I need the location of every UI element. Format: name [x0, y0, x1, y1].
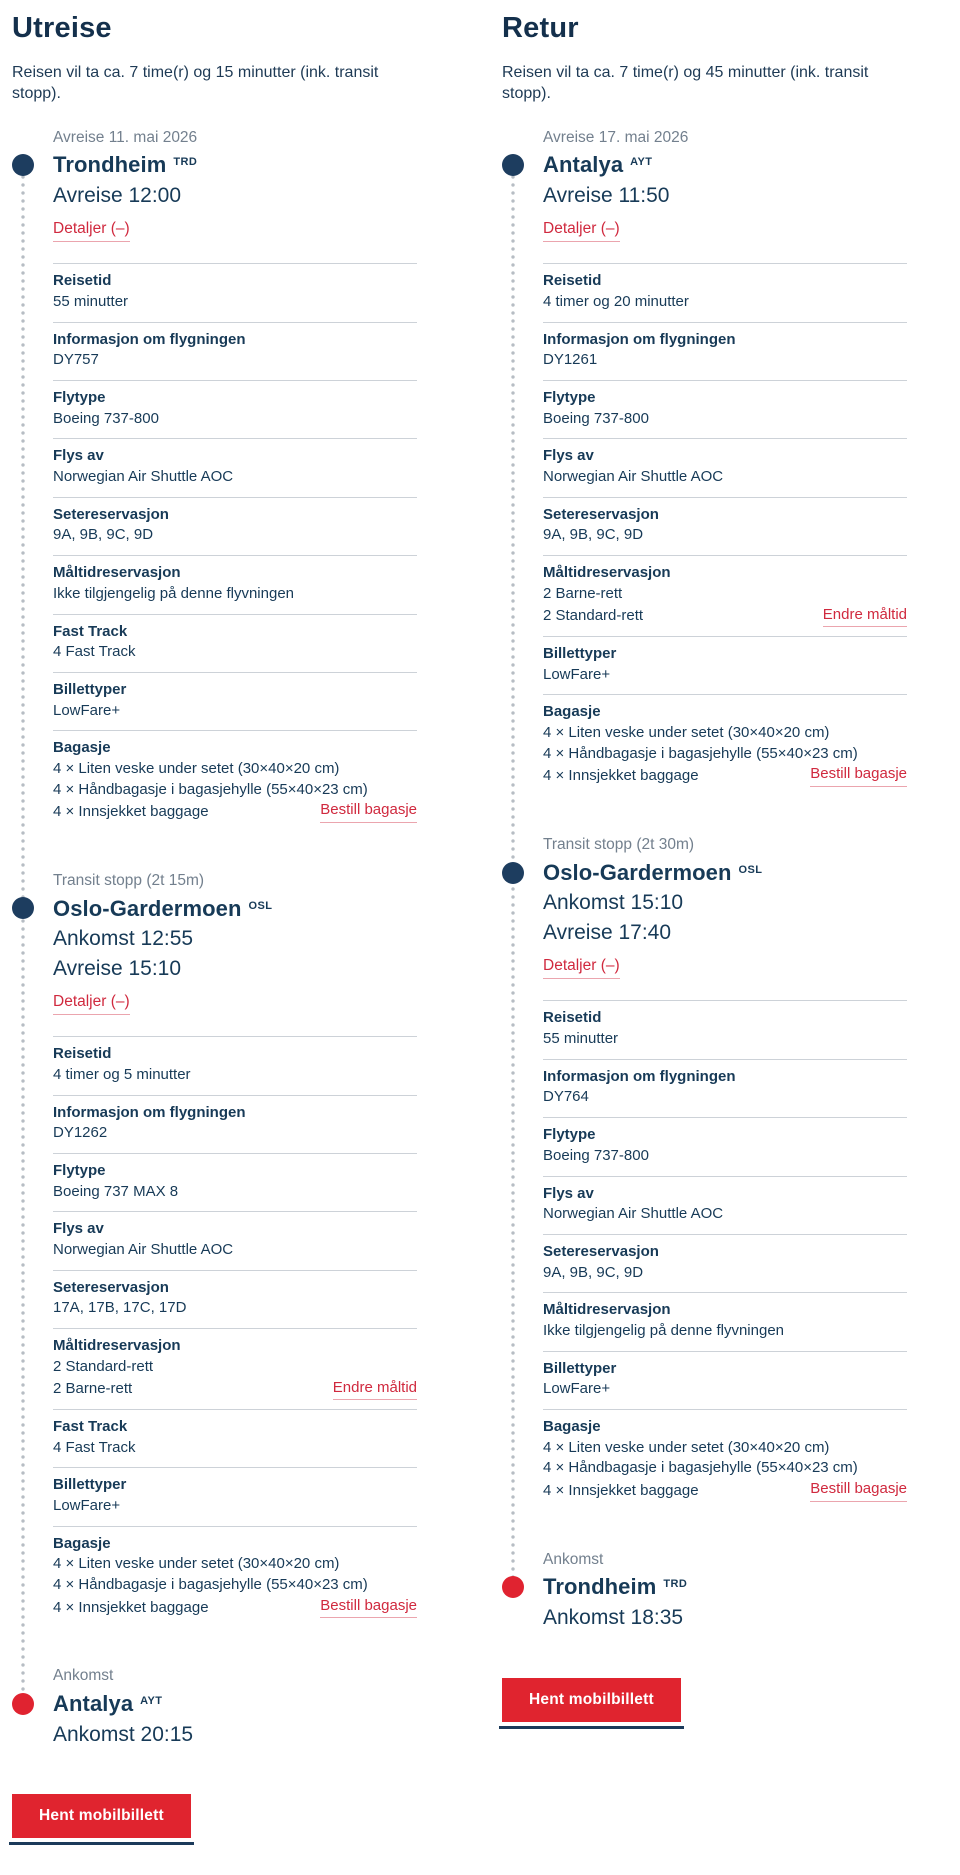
detail-value: DY757 — [53, 351, 99, 369]
detail-value: DY1261 — [543, 351, 598, 369]
detail-row — [53, 1270, 417, 1328]
airport-code: OSL — [738, 863, 763, 876]
station-block — [53, 1665, 417, 1748]
airport-code: TRD — [663, 1578, 688, 1591]
station-time: Avreise 11:50 — [543, 183, 670, 207]
detail-row — [53, 672, 417, 730]
detail-value: Norwegian Air Shuttle AOC — [543, 468, 724, 486]
detail-row — [543, 1059, 907, 1117]
detail-value: Norwegian Air Shuttle AOC — [53, 1241, 234, 1259]
station-label: Transit stopp (2t 15m) — [53, 871, 205, 889]
details-toggle-link[interactable]: Detaljer (–) — [543, 220, 620, 243]
detail-label: Bagasje — [543, 1418, 601, 1435]
detail-label: Setereservasjon — [543, 1242, 659, 1260]
detail-label: Informasjon om flygningen — [53, 1103, 246, 1121]
detail-label: Billettyper — [53, 1476, 127, 1494]
airport-code: AYT — [630, 156, 653, 169]
detail-row — [543, 263, 907, 321]
detail-row — [543, 322, 907, 380]
detail-row — [53, 730, 417, 832]
detail-value: 9A, 9B, 9C, 9D — [543, 1263, 644, 1281]
detail-row — [53, 380, 417, 438]
detail-value: Ikke tilgjengelig på denne flyvningen — [53, 584, 295, 602]
detail-label: Flytype — [53, 1162, 106, 1179]
detail-label: Setereservasjon — [53, 505, 169, 523]
detail-value: 4 × Håndbagasje i bagasjehylle (55×40×23 cm) — [53, 1576, 368, 1594]
detail-value: DY764 — [543, 1088, 589, 1106]
flight-details-section — [53, 1036, 417, 1627]
cta-wrap — [12, 1794, 191, 1845]
detail-label: Reisetid — [543, 1009, 602, 1027]
detail-value: 2 Standard-rett — [543, 607, 644, 625]
station-city-row — [543, 150, 907, 180]
detail-label: Fast Track — [53, 622, 128, 640]
detail-row — [543, 438, 907, 496]
station-block — [53, 870, 417, 1015]
station-label: Transit stopp (2t 30m) — [543, 835, 695, 853]
detail-row — [543, 555, 907, 636]
detail-value: Boeing 737 MAX 8 — [53, 1182, 179, 1200]
detail-label: Bagasje — [543, 703, 601, 721]
order-baggage-link[interactable]: Bestill bagasje — [320, 800, 417, 823]
order-baggage-link[interactable]: Bestill bagasje — [810, 764, 907, 787]
station-label: Avreise 17. mai 2026 — [543, 128, 689, 146]
detail-value: 4 × Håndbagasje i bagasjehylle (55×40×23 cm) — [543, 1459, 858, 1477]
detail-value: LowFare+ — [53, 1497, 121, 1515]
detail-value-row — [53, 1596, 417, 1619]
detail-label: Billettyper — [543, 1359, 617, 1377]
detail-value: Norwegian Air Shuttle AOC — [543, 1205, 724, 1223]
detail-row — [543, 636, 907, 694]
detail-label: Informasjon om flygningen — [543, 1067, 736, 1085]
timeline — [502, 127, 907, 1632]
station-city: Trondheim — [543, 1574, 657, 1600]
detail-value: Boeing 737-800 — [543, 409, 649, 427]
fetch-mobile-ticket-button[interactable]: Hent mobilbillett — [502, 1678, 681, 1722]
cta-wrap — [502, 1678, 681, 1729]
detail-value: 17A, 17B, 17C, 17D — [53, 1299, 187, 1317]
detail-value: 4 × Liten veske under setet (30×40×20 cm) — [53, 1555, 340, 1573]
detail-value: 4 × Liten veske under setet (30×40×20 cm) — [543, 1438, 830, 1456]
station-city-row — [53, 150, 417, 180]
station-time: Avreise 17:40 — [543, 921, 672, 945]
itinerary-page — [12, 10, 960, 1845]
detail-label: Setereservasjon — [53, 1278, 169, 1296]
journey-summary: Reisen vil ta ca. 7 time(r) og 15 minutter (ink. transit stopp). — [12, 64, 379, 102]
station-block — [543, 127, 907, 243]
detail-row — [543, 497, 907, 555]
flight-details-section — [543, 1000, 907, 1510]
detail-row — [53, 1153, 417, 1211]
detail-row — [543, 1234, 907, 1292]
station-city-row — [53, 1689, 417, 1719]
journey-column-retur — [502, 10, 907, 1729]
detail-value: 4 timer og 5 minutter — [53, 1065, 191, 1083]
detail-value: 4 × Håndbagasje i bagasjehylle (55×40×23 cm) — [543, 744, 858, 762]
detail-value: 55 minutter — [53, 292, 129, 310]
detail-label: Bagasje — [53, 739, 111, 757]
detail-value: 9A, 9B, 9C, 9D — [53, 526, 154, 544]
timeline-dot — [12, 154, 34, 176]
detail-row — [53, 1095, 417, 1153]
detail-value: 4 × Innsjekket baggage — [543, 1481, 699, 1499]
station-block — [53, 127, 417, 243]
detail-value: DY1262 — [53, 1124, 108, 1142]
detail-value: LowFare+ — [543, 1380, 611, 1398]
detail-value-row — [543, 764, 907, 787]
detail-label: Flytype — [53, 389, 106, 407]
details-toggle-link[interactable]: Detaljer (–) — [53, 993, 130, 1016]
detail-row — [53, 263, 417, 321]
timeline-dot — [12, 1693, 34, 1715]
station-city: Trondheim — [53, 152, 167, 178]
detail-row — [543, 380, 907, 438]
detail-value: Ikke tilgjengelig på denne flyvningen — [543, 1321, 785, 1339]
detail-value-row — [53, 1378, 417, 1401]
station-city-row — [53, 894, 417, 924]
detail-value: 55 minutter — [543, 1030, 619, 1048]
station-city: Oslo-Gardermoen — [53, 895, 242, 921]
detail-row — [53, 1211, 417, 1269]
detail-label: Informasjon om flygningen — [53, 330, 246, 348]
detail-label: Billettyper — [543, 645, 617, 663]
details-toggle-link[interactable]: Detaljer (–) — [53, 220, 130, 243]
detail-row — [53, 555, 417, 613]
detail-row — [53, 438, 417, 496]
station-time: Ankomst 20:15 — [53, 1722, 194, 1746]
detail-row — [53, 1526, 417, 1628]
detail-value: 4 × Innsjekket baggage — [53, 803, 209, 821]
detail-value: Norwegian Air Shuttle AOC — [53, 468, 234, 486]
airport-code: TRD — [173, 156, 198, 169]
fetch-mobile-ticket-button[interactable]: Hent mobilbillett — [12, 1794, 191, 1838]
detail-row — [543, 1351, 907, 1409]
detail-row — [543, 694, 907, 796]
detail-label: Måltidreservasjon — [543, 564, 671, 582]
detail-row — [53, 1409, 417, 1467]
detail-value: 4 × Innsjekket baggage — [53, 1598, 209, 1616]
station-city-row — [543, 858, 907, 888]
station-block — [543, 1549, 907, 1632]
detail-label: Måltidreservasjon — [53, 1337, 181, 1355]
station-time: Ankomst 12:55 — [53, 927, 194, 951]
flight-details-section — [543, 263, 907, 796]
airport-code: AYT — [140, 1695, 163, 1707]
station-time: Ankomst 18:35 — [543, 1605, 684, 1629]
detail-row — [53, 322, 417, 380]
order-baggage-link[interactable]: Bestill bagasje — [810, 1479, 907, 1502]
detail-label: Flytype — [543, 1126, 596, 1144]
detail-label: Setereservasjon — [543, 505, 659, 523]
detail-row — [53, 497, 417, 555]
detail-row — [53, 1036, 417, 1094]
detail-label: Flys av — [543, 447, 594, 465]
station-label: Avreise 11. mai 2026 — [53, 128, 198, 146]
detail-row — [53, 1467, 417, 1525]
station-block — [543, 834, 907, 979]
station-time: Avreise 15:10 — [53, 956, 182, 980]
detail-value: 4 × Liten veske under setet (30×40×20 cm) — [543, 724, 830, 742]
detail-value: 4 Fast Track — [53, 643, 136, 661]
timeline-dot — [12, 897, 34, 919]
detail-value: 2 Barne-rett — [543, 584, 623, 602]
station-city-row — [543, 1572, 907, 1602]
flight-details-section — [53, 263, 417, 832]
journey-title: Retur — [502, 12, 579, 44]
station-time: Ankomst 15:10 — [543, 891, 684, 915]
station-city: Oslo-Gardermoen — [543, 859, 732, 885]
detail-label: Flys av — [53, 447, 104, 465]
detail-value: 4 Fast Track — [53, 1438, 136, 1456]
detail-value-row — [543, 605, 907, 628]
detail-value-row — [543, 1479, 907, 1502]
detail-label: Reisetid — [53, 272, 112, 290]
timeline-dotted-line — [21, 165, 25, 1704]
detail-value: LowFare+ — [543, 665, 611, 683]
detail-label: Flytype — [543, 389, 596, 407]
detail-value: LowFare+ — [53, 701, 121, 719]
timeline-dot — [502, 862, 524, 884]
airport-code: OSL — [248, 899, 273, 912]
detail-value: 2 Standard-rett — [53, 1357, 154, 1375]
detail-label: Billettyper — [53, 680, 127, 698]
detail-label: Reisetid — [543, 272, 602, 290]
detail-label: Flys av — [543, 1184, 594, 1202]
journey-title: Utreise — [12, 12, 112, 44]
detail-label: Måltidreservasjon — [543, 1301, 671, 1319]
station-time: Avreise 12:00 — [53, 183, 182, 207]
detail-row — [53, 614, 417, 672]
timeline-dot — [502, 154, 524, 176]
station-city: Antalya — [543, 152, 624, 178]
order-baggage-link[interactable]: Bestill bagasje — [320, 1596, 417, 1619]
station-label: Ankomst — [543, 1550, 604, 1568]
detail-label: Flys av — [53, 1220, 104, 1238]
detail-value: 9A, 9B, 9C, 9D — [543, 526, 644, 544]
change-meal-link[interactable]: Endre måltid — [823, 605, 907, 628]
detail-label: Informasjon om flygningen — [543, 330, 736, 348]
detail-label: Måltidreservasjon — [53, 564, 181, 582]
detail-label: Fast Track — [53, 1418, 128, 1435]
journey-column-utreise — [12, 10, 417, 1845]
detail-value-row — [53, 800, 417, 823]
detail-label: Reisetid — [53, 1045, 112, 1063]
detail-value: 4 × Innsjekket baggage — [543, 767, 699, 785]
detail-label: Bagasje — [53, 1534, 111, 1552]
station-city: Antalya — [53, 1691, 134, 1716]
journey-summary: Reisen vil ta ca. 7 time(r) og 45 minutter (ink. transit stopp). — [502, 64, 869, 102]
timeline-dot — [502, 1576, 524, 1598]
detail-row — [543, 1176, 907, 1234]
detail-row — [543, 1117, 907, 1175]
details-toggle-link[interactable]: Detaljer (–) — [543, 957, 620, 980]
detail-value: Boeing 737-800 — [53, 409, 159, 427]
detail-value: 4 timer og 20 minutter — [543, 292, 689, 310]
detail-value: 4 × Liten veske under setet (30×40×20 cm) — [53, 759, 340, 777]
station-label: Ankomst — [53, 1667, 114, 1685]
detail-row — [543, 1292, 907, 1350]
detail-value: 4 × Håndbagasje i bagasjehylle (55×40×23 cm) — [53, 780, 368, 798]
detail-row — [53, 1328, 417, 1409]
change-meal-link[interactable]: Endre måltid — [333, 1378, 417, 1401]
detail-value: Boeing 737-800 — [543, 1146, 649, 1164]
detail-row — [543, 1409, 907, 1511]
detail-value: 2 Barne-rett — [53, 1380, 133, 1398]
detail-row — [543, 1000, 907, 1058]
timeline — [12, 127, 417, 1749]
